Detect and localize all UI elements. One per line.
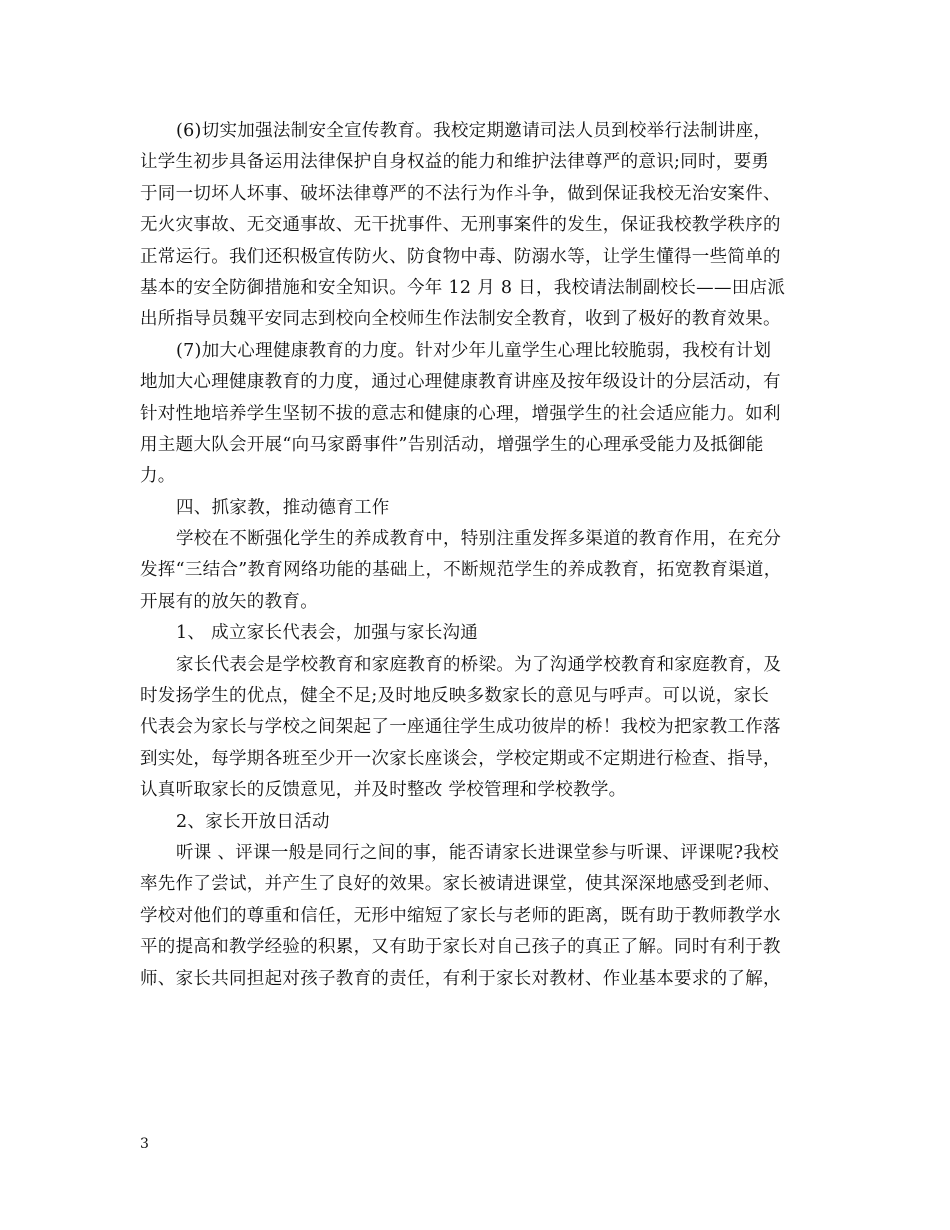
page-number: 3 [140,1136,149,1152]
paragraph-line: (6)切实加强法制安全宣传教育。我校定期邀请司法人员到校举行法制讲座， [176,121,772,141]
paragraph-line: 代表会为家长与学校之间架起了一座通往学生成功彼岸的桥！我校为把家教工作落 [140,717,781,738]
section-heading: 四、抓家教，推动德育工作 [176,497,390,518]
paragraph-line: 认真听取家长的反馈意见，并及时整改 学校管理和学校教学。 [140,780,627,801]
paragraph-line: 基本的安全防御措施和安全知识。今年 12 月 8 日，我校请法制副校长——田店派 [140,277,786,298]
paragraph-line: 平的提高和教学经验的积累，又有助于家长对自己孩子的真正了解。同时有利于教 [140,937,781,958]
paragraph-line: 时发扬学生的优点，健全不足;及时地反映多数家长的意见与呼声。可以说，家长 [140,686,770,707]
paragraph-line: 针对性地培养学生坚韧不拔的意志和健康的心理，增强学生的社会适应能力。如利 [140,403,781,424]
paragraph-line: 家长代表会是学校教育和家庭教育的桥梁。为了沟通学校教育和家庭教育，及 [176,654,782,675]
paragraph-line: 学校在不断强化学生的养成教育中，特别注重发挥多渠道的教育作用，在充分 [176,529,782,550]
paragraph-line: 力。 [140,466,176,487]
subsection-heading: 2、家长开放日活动 [176,811,330,832]
subsection-heading: 1、 成立家长代表会，加强与家长沟通 [176,623,479,644]
document-body [140,116,820,995]
paragraph-line: 师、家长共同担起对孩子教育的责任，有利于家长对教材、作业基本要求的了解， [140,968,781,989]
paragraph-line: 学校对他们的尊重和信任，无形中缩短了家长与老师的距离，既有助于教师教学水 [140,905,781,926]
paragraph-line: 发挥“三结合”教育网络功能的基础上，不断规范学生的养成教育，拓宽教育渠道， [140,560,782,581]
paragraph-line: 正常运行。我们还积极宣传防火、防食物中毒、防溺水等，让学生懂得一些简单的 [140,246,781,267]
paragraph-line: 无火灾事故、无交通事故、无干扰事件、无刑事案件的发生，保证我校教学秩序的 [140,215,781,236]
paragraph-line: 出所指导员魏平安同志到校向全校师生作法制安全教育，收到了极好的教育效果。 [140,309,781,330]
paragraph-line: 开展有的放矢的教育。 [140,591,318,612]
paragraph-line: 率先作了尝试，并产生了良好的效果。家长被请进课堂，使其深深地感受到老师、 [140,874,781,895]
paragraph-line: 听课 、评课一般是同行之间的事，能否请家长进课堂参与听课、评课呢?我校 [176,842,779,863]
paragraph-line: 到实处，每学期各班至少开一次家长座谈会，学校定期或不定期进行检查、指导， [140,748,781,769]
paragraph-line: 用主题大队会开展“向马家爵事件”告别活动，增强学生的心理承受能力及抵御能 [140,434,764,455]
paragraph-line: 让学生初步具备运用法律保护自身权益的能力和维护法律尊严的意识;同时，要勇 [140,152,770,173]
paragraph-line: (7)加大心理健康教育的力度。针对少年儿童学生心理比较脆弱，我校有计划 [176,340,772,361]
paragraph-line: 地加大心理健康教育的力度，通过心理健康教育讲座及按年级设计的分层活动，有 [140,372,781,393]
paragraph-line: 于同一切坏人坏事、破坏法律尊严的不法行为作斗争，做到保证我校无治安案件、 [140,183,781,204]
